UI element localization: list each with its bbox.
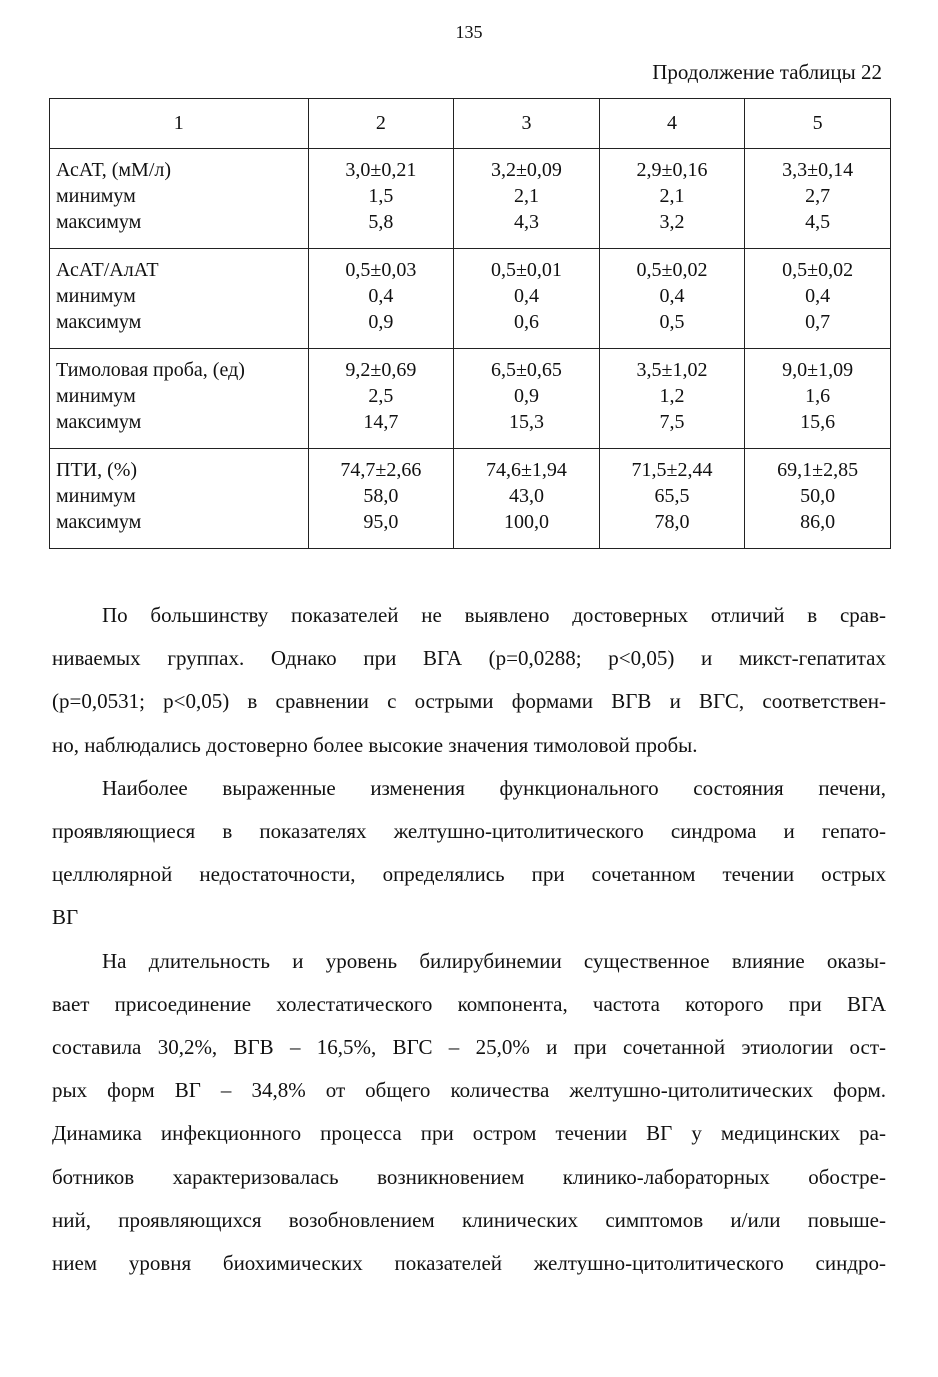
value-cell-4: [599, 249, 745, 349]
value-cell-5: [745, 449, 891, 549]
row-label-cell: [50, 249, 309, 349]
value-cell-5: [745, 149, 891, 249]
table-row-thymol-test: [50, 349, 891, 449]
min-value: 0,4: [513, 285, 539, 307]
mean-value: 3,3±0,14: [782, 159, 854, 181]
max-value: 0,9: [368, 311, 394, 333]
mean-value: 74,7±2,66: [340, 459, 422, 481]
min-value: 2,1: [513, 185, 539, 207]
text-line: рых форм ВГ – 34,8% от общего количества желтушно-цитолитических форм.: [52, 1078, 886, 1103]
value-cell-4: [599, 149, 745, 249]
text-line: По большинству показателей не выявлено достоверных отличий в срав-: [102, 603, 886, 627]
value-cell-4: [599, 349, 745, 449]
maximum-label: максимум: [56, 511, 142, 533]
page-number: 135: [455, 22, 483, 42]
text-line: ВГ: [52, 905, 79, 930]
table-row-pti: [50, 449, 891, 549]
max-value: 86,0: [800, 511, 836, 533]
minimum-label: минимум: [56, 185, 136, 207]
max-value: 5,8: [368, 211, 394, 233]
mean-value: 69,1±2,85: [777, 459, 859, 481]
min-value: 1,2: [659, 385, 685, 407]
maximum-label: максимум: [56, 311, 142, 333]
max-value: 15,3: [508, 411, 544, 433]
table-header-row: [50, 99, 891, 149]
maximum-label: максимум: [56, 411, 142, 433]
min-value: 65,5: [654, 485, 690, 507]
min-value: 0,4: [659, 285, 685, 307]
max-value: 0,5: [659, 311, 685, 333]
paragraph-1: [52, 594, 886, 767]
value-cell-3: [454, 449, 600, 549]
max-value: 0,7: [805, 311, 831, 333]
max-value: 100,0: [503, 511, 549, 533]
max-value: 95,0: [363, 511, 399, 533]
maximum-label: максимум: [56, 211, 142, 233]
text-line: Наиболее выраженные изменения функционального состояния печени,: [102, 775, 886, 800]
min-value: 2,7: [805, 185, 831, 207]
mean-value: 0,5±0,02: [636, 259, 708, 281]
min-value: 43,0: [508, 485, 544, 507]
value-cell-2: [308, 449, 454, 549]
header-cell-1: 1: [50, 99, 309, 149]
text-line: ботников характеризовалась возникновением клинико-лабораторных обостре-: [52, 1164, 886, 1189]
value-cell-3: [454, 349, 600, 449]
mean-value: 9,0±1,09: [782, 359, 854, 381]
max-value: 15,6: [800, 411, 836, 433]
value-cell-5: [745, 249, 891, 349]
max-value: 4,5: [805, 211, 831, 233]
value-cell-3: [454, 249, 600, 349]
header-cell-3: 3: [454, 99, 600, 149]
mean-value: 3,0±0,21: [345, 159, 417, 181]
min-value: 0,4: [805, 285, 831, 307]
text-line: (р=0,0531; р<0,05) в сравнении с острыми формами ВГВ и ВГС, соответствен-: [52, 689, 886, 714]
mean-value: 0,5±0,02: [782, 259, 854, 281]
paragraph-3: [52, 940, 886, 1286]
max-value: 14,7: [363, 411, 399, 433]
indicator-name: АсАТ, (мМ/л): [56, 159, 172, 181]
body-text: [52, 594, 886, 1285]
minimum-label: минимум: [56, 285, 136, 307]
mean-value: 9,2±0,69: [345, 359, 417, 381]
minimum-label: минимум: [56, 385, 136, 407]
max-value: 4,3: [513, 211, 539, 233]
row-label-cell: [50, 149, 309, 249]
indicator-name: АсАТ/АлАТ: [56, 259, 159, 281]
paragraph-2: [52, 767, 886, 940]
value-cell-2: [308, 149, 454, 249]
mean-value: 71,5±2,44: [631, 459, 713, 481]
text-line: проявляющиеся в показателях желтушно-цитолитического синдрома и гепато-: [52, 819, 886, 844]
text-line: целлюлярной недостаточности, определялись при сочетанном течении острых: [52, 862, 886, 887]
value-cell-5: [745, 349, 891, 449]
mean-value: 3,2±0,09: [490, 159, 562, 181]
max-value: 3,2: [659, 211, 685, 233]
mean-value: 6,5±0,65: [490, 359, 562, 381]
min-value: 0,4: [368, 285, 394, 307]
min-value: 50,0: [800, 485, 836, 507]
max-value: 78,0: [654, 511, 690, 533]
mean-value: 74,6±1,94: [485, 459, 567, 481]
max-value: 0,6: [513, 311, 539, 333]
header-cell-5: 5: [745, 99, 891, 149]
table-caption: Продолжение таблицы 22: [652, 60, 882, 84]
mean-value: 0,5±0,03: [345, 259, 417, 281]
text-line: ний, проявляющихся возобновлением клинических симптомов и/или повыше-: [52, 1207, 886, 1232]
table-row-asat-alat: [50, 249, 891, 349]
text-line: нием уровня биохимических показателей желтушно-цитолитического синдро-: [52, 1251, 886, 1276]
value-cell-2: [308, 349, 454, 449]
minimum-label: минимум: [56, 485, 136, 507]
text-line: составила 30,2%, ВГВ – 16,5%, ВГС – 25,0% и при сочетанной этиологии ост-: [52, 1035, 886, 1060]
data-table: [49, 98, 891, 549]
row-label-cell: [50, 349, 309, 449]
min-value: 1,6: [805, 385, 831, 407]
value-cell-2: [308, 249, 454, 349]
min-value: 58,0: [363, 485, 399, 507]
value-cell-3: [454, 149, 600, 249]
text-line: ниваемых группах. Однако при ВГА (р=0,0288; р<0,05) и микст-гепатитах: [52, 646, 886, 671]
header-cell-4: 4: [599, 99, 745, 149]
text-line: Динамика инфекционного процесса при остром течении ВГ у медицинских ра-: [52, 1121, 886, 1146]
min-value: 0,9: [513, 385, 539, 407]
min-value: 2,5: [368, 385, 394, 407]
max-value: 7,5: [659, 411, 685, 433]
text-line: вает присоединение холестатического компонента, частота которого при ВГА: [52, 991, 886, 1016]
min-value: 2,1: [659, 185, 685, 207]
mean-value: 2,9±0,16: [636, 159, 708, 181]
row-label-cell: [50, 449, 309, 549]
indicator-name: Тимоловая проба, (ед): [56, 359, 245, 381]
min-value: 1,5: [368, 185, 394, 207]
mean-value: 0,5±0,01: [490, 259, 562, 281]
header-cell-2: 2: [308, 99, 454, 149]
text-line: но, наблюдались достоверно более высокие значения тимоловой пробы.: [52, 732, 698, 757]
value-cell-4: [599, 449, 745, 549]
mean-value: 3,5±1,02: [636, 359, 708, 381]
indicator-name: ПТИ, (%): [56, 459, 138, 481]
table-row-asat: [50, 149, 891, 249]
text-line: На длительность и уровень билирубинемии существенное влияние оказы-: [102, 948, 886, 973]
